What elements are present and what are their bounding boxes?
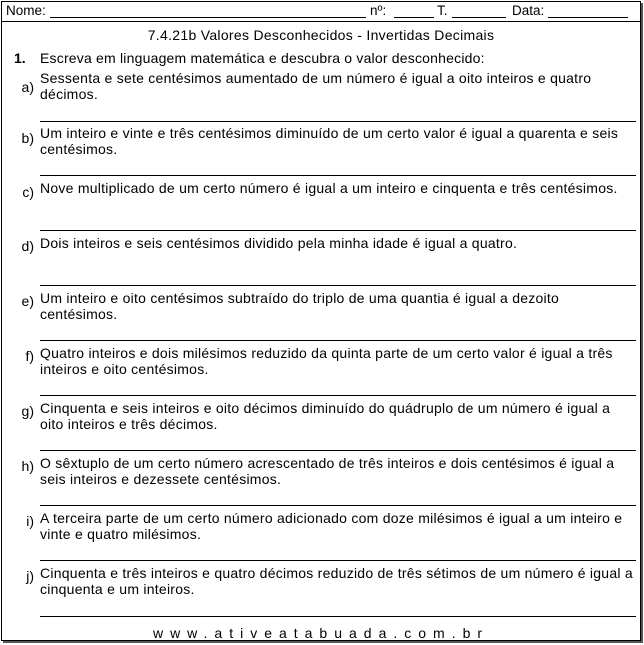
- answer-line[interactable]: [40, 121, 636, 122]
- item-text: Um inteiro e vinte e três centésimos diminuído de um certo valor é igual a quarenta e seis centésimos.: [40, 125, 619, 157]
- answer-line[interactable]: [40, 505, 636, 506]
- item-text: Sessenta e sete centésimos aumentado de um número é igual a oito inteiros e quatro décimos.: [40, 70, 592, 102]
- class-label: T.: [437, 3, 448, 18]
- answer-line[interactable]: [40, 395, 636, 396]
- name-field[interactable]: [50, 17, 366, 18]
- date-field[interactable]: [548, 17, 628, 18]
- answer-line[interactable]: [40, 230, 636, 231]
- student-info-header: [6, 3, 636, 19]
- page-title: 7.4.21b Valores Desconhecidos - Invertidas Decimais: [147, 27, 495, 43]
- site-url-footer: www.ativeatabuada.com.br: [152, 625, 490, 641]
- item-text: Um inteiro e oito centésimos subtraído do triplo de uma quantia é igual a dezoito centésimos.: [40, 290, 560, 322]
- item-text: O sêxtuplo de um certo número acrescentado de três inteiros e dois centésimos é igual a seis inteiros e dezessete centésimos.: [40, 455, 615, 487]
- item-letter: d): [21, 238, 34, 254]
- item-text: A terceira parte de um certo número adicionado com doze milésimos é igual a um inteiro e vinte e quatro milésimos.: [40, 510, 623, 542]
- item-text: Dois inteiros e seis centésimos dividido pela minha idade é igual a quatro.: [40, 235, 518, 251]
- item-letter: g): [21, 403, 34, 419]
- answer-line[interactable]: [40, 450, 636, 451]
- name-label: Nome:: [6, 3, 46, 18]
- instruction-text: Escreva em linguagem matemática e descubra o valor desconhecido:: [40, 50, 485, 66]
- header-divider: [2, 21, 640, 22]
- number-label: nº:: [370, 3, 387, 18]
- class-field[interactable]: [452, 17, 506, 18]
- item-letter: h): [21, 458, 34, 474]
- worksheet: [1, 1, 641, 641]
- item-text: Cinquenta e seis inteiros e oito décimos diminuído do quádruplo de um número é igual a oito inteiros e três décimos.: [40, 400, 611, 432]
- answer-line[interactable]: [40, 175, 636, 176]
- item-letter: b): [21, 130, 34, 146]
- answer-line[interactable]: [40, 616, 636, 617]
- number-field[interactable]: [394, 17, 434, 18]
- item-letter: c): [22, 184, 34, 200]
- item-text: Nove multiplicado de um certo número é igual a um inteiro e cinquenta e três centésimos.: [40, 180, 618, 196]
- item-text: Quatro inteiros e dois milésimos reduzido da quinta parte de um certo valor é igual a três inteiros e oito centésimos.: [40, 345, 613, 377]
- item-letter: e): [21, 293, 34, 309]
- item-letter: j): [26, 568, 34, 584]
- answer-line[interactable]: [40, 340, 636, 341]
- question-number: 1.: [14, 50, 26, 66]
- answer-line[interactable]: [40, 285, 636, 286]
- item-letter: a): [21, 79, 34, 95]
- item-text: Cinquenta e três inteiros e quatro décimos reduzido de três sétimos de um número é igual a cinquenta e um inteiros.: [40, 565, 633, 597]
- answer-line[interactable]: [40, 560, 636, 561]
- item-letter: i): [26, 513, 34, 529]
- date-label: Data:: [512, 3, 545, 18]
- item-letter: f): [25, 348, 34, 364]
